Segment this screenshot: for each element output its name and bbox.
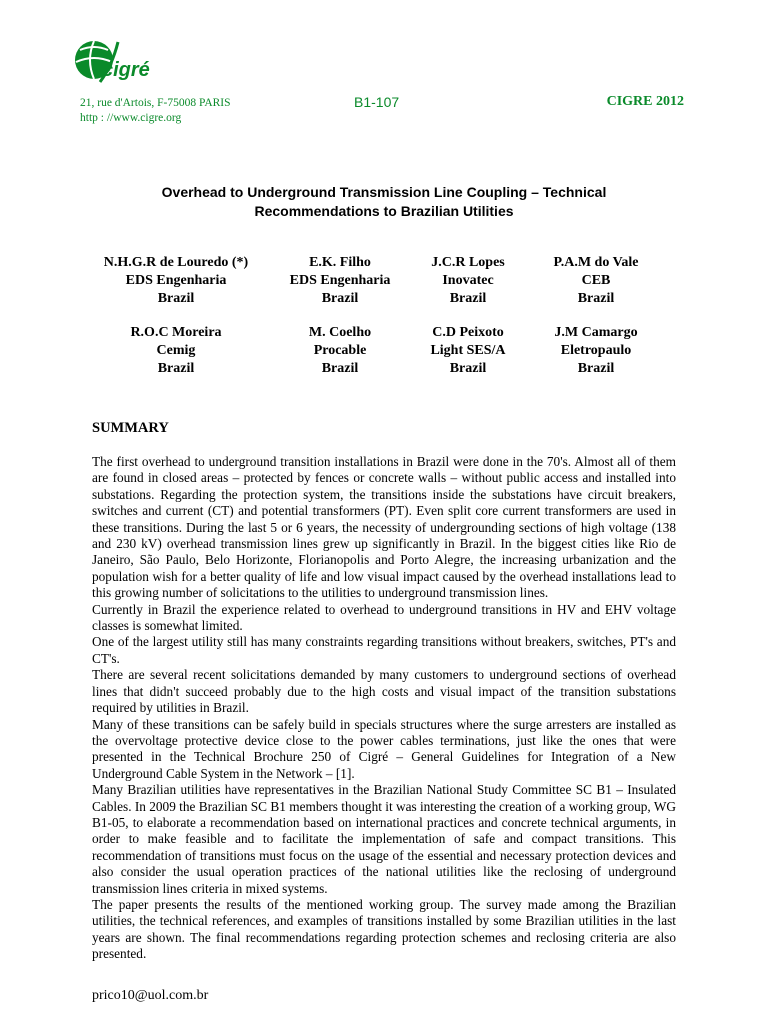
author-org: EDS Engenharia — [125, 273, 227, 288]
summary-paragraph: The first overhead to underground transition installations in Brazil were done in the 70's. Almost all of them are found in closed areas – protected by fences or concrete walls – without public access and installed into substations. Regarding the protection system, the transitions inside the substations have circuit breakers, switches and current (CT) and potential transformers (PT). Even split core current transformers are used in these transitions. During the last 5 or 6 years, the necessity of undergrounding sections of high voltage (138 and 230 kV) overhead transmission lines grew up significantly in Brazil. In the biggest cities like Rio de Janeiro, São Paulo, Belo Horizonte, Florianopolis and Porto Alegre, the increasing urbanization and the population wish for a better quality of life and low visual impact caused by the overhead installations lead to this growing number of solicitations to the utilities to underground transmission lines. — [92, 454, 676, 601]
author-name: E.K. Filho — [309, 255, 371, 270]
author — [92, 254, 260, 308]
author-list — [92, 254, 676, 394]
author-name: C.D Peixoto — [432, 325, 504, 340]
author — [92, 324, 260, 378]
summary-body — [92, 454, 676, 963]
summary-heading: SUMMARY — [92, 420, 169, 436]
paper-id: B1-107 — [354, 94, 400, 110]
author-country: Brazil — [449, 361, 487, 376]
author-name: P.A.M do Vale — [553, 255, 639, 270]
contact-email[interactable]: prico10@uol.com.br — [92, 988, 209, 1003]
summary-paragraph: The paper presents the results of the mentioned working group. The survey made among the Brazilian utilities, the technical references, and examples of transitions installed by some Brazilian utilities in the last years are shown. The final recommendations regarding protection schemes and reclosing criteria are also presented. — [92, 896, 676, 962]
cigre-globe-icon — [72, 36, 162, 96]
author-name: J.M Camargo — [554, 325, 638, 340]
author-name: N.H.G.R de Louredo (*) — [103, 255, 249, 270]
author-country: Brazil — [321, 291, 359, 306]
summary-paragraph: Currently in Brazil the experience related to overhead to underground transitions in HV and EHV voltage classes is somewhat limited. — [92, 601, 676, 634]
website-link[interactable]: http : //www.cigre.org — [80, 112, 182, 124]
author-country: Brazil — [577, 291, 615, 306]
author-country: Brazil — [157, 291, 195, 306]
author — [260, 254, 420, 308]
address: 21, rue d'Artois, F-75008 PARIS — [80, 97, 231, 109]
author-name: J.C.R Lopes — [431, 255, 505, 270]
author-org: Eletropaulo — [560, 343, 632, 358]
author-name: M. Coelho — [308, 325, 372, 340]
author-org: CEB — [581, 273, 611, 288]
author-row — [92, 324, 676, 378]
title-line-2: Recommendations to Brazilian Utilities — [254, 203, 514, 219]
author — [516, 324, 676, 378]
author-org: Light SES/A — [430, 343, 506, 358]
author — [420, 324, 516, 378]
author — [420, 254, 516, 308]
author — [516, 254, 676, 308]
author-org: Cemig — [156, 343, 196, 358]
paper-title — [92, 183, 676, 221]
summary-paragraph: One of the largest utility still has many constraints regarding transitions without breakers, switches, PT's and CT's. — [92, 634, 676, 666]
author-row — [92, 254, 676, 308]
author-org: Procable — [313, 343, 367, 358]
address-block — [80, 96, 231, 126]
author-country: Brazil — [157, 361, 195, 376]
author-country: Brazil — [577, 361, 615, 376]
summary-paragraph: Many Brazilian utilities have representatives in the Brazilian National Study Committee SC B1 – Insulated Cables. In 2009 the Brazilian SC B1 members thought it was interesting the creation of a working group, WG B1-05, to elaborate a recommendation based on international practices and concrete technical arguments, in order to make feasible and to facilitate the implementation of safe and compact transitions. This recommendation of transitions must focus on the usage of the essential and necessary protection devices and also consider the usual operation practices of the national utilities like the reclosing of underground transmission lines criteria in mixed systems. — [92, 782, 676, 896]
summary-paragraph: Many of these transitions can be safely build in specials structures where the surge arresters are installed as the overvoltage protective device close to the power cables terminations, just like the ones that were presented in the Technical Brochure 250 of Cigré – General Guidelines for Integration of a New Underground Cable System in the Network – [1]. — [92, 716, 676, 781]
author-country: Brazil — [449, 291, 487, 306]
author-name: R.O.C Moreira — [130, 325, 222, 340]
author — [260, 324, 420, 378]
title-line-1: Overhead to Underground Transmission Line Coupling – Technical — [161, 184, 607, 200]
conference-label: CIGRE 2012 — [606, 94, 684, 109]
logo-text: cigré — [102, 59, 150, 81]
author-country: Brazil — [321, 361, 359, 376]
cigre-logo — [72, 36, 162, 96]
author-org: Inovatec — [442, 273, 494, 288]
summary-paragraph: There are several recent solicitations demanded by many customers to underground sections of overhead lines that didn't succeed probably due to the high costs and visual impact of the transition substations required by utilities in Brazil. — [92, 667, 676, 716]
author-org: EDS Engenharia — [289, 273, 391, 288]
